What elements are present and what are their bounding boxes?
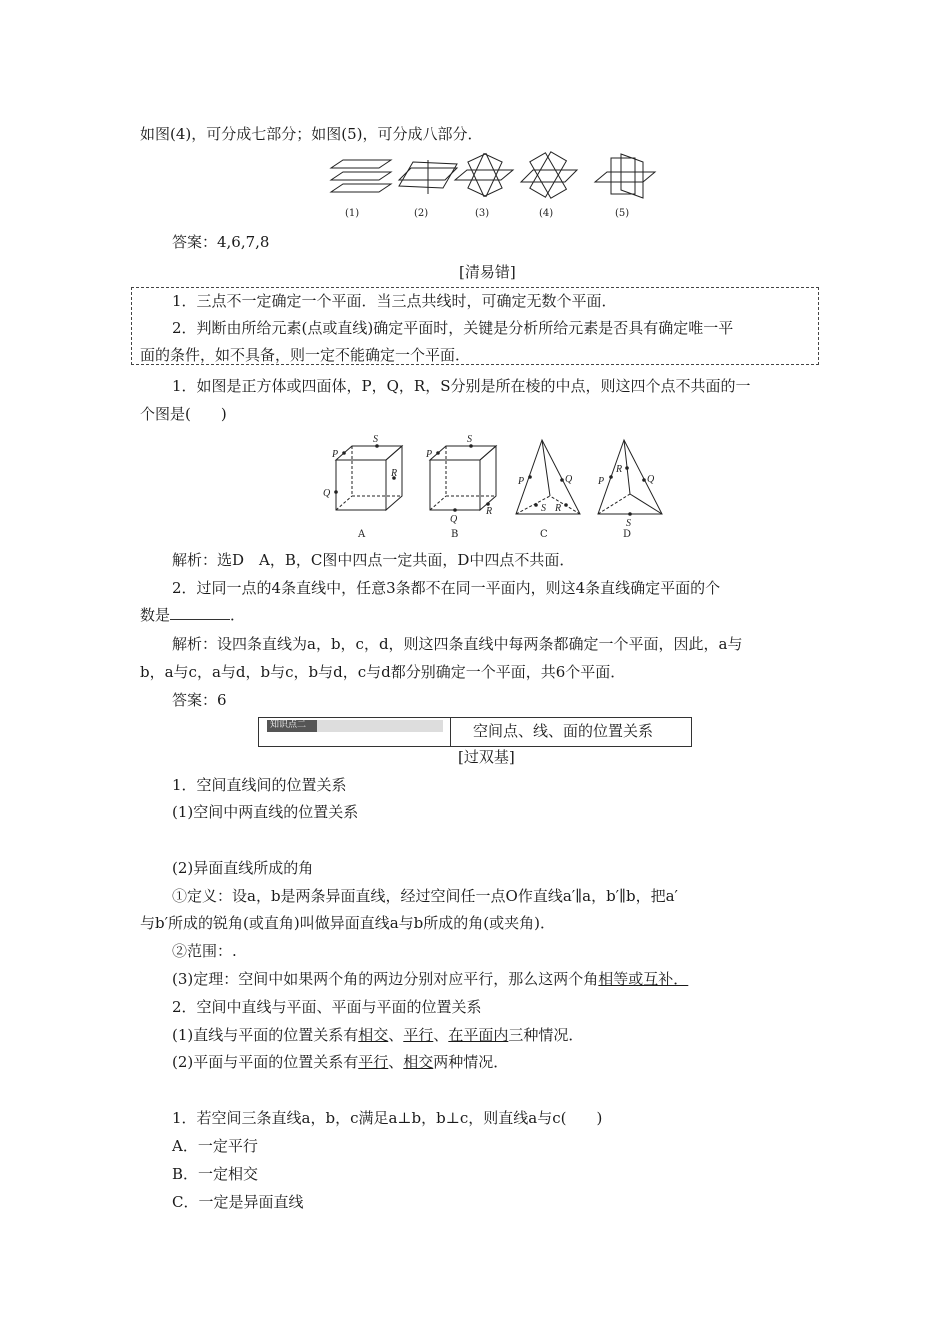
q2-stem-line2 [140,605,245,625]
q2-stem-prefix: 数是 [140,606,171,624]
label-p-a: P [332,449,339,460]
fig-label-c: C [540,529,548,540]
mistake-item-2-line1: 2．判断由所给元素(点或直线)确定平面时，关键是分析所给元素是否具有确定唯一平 [172,319,734,337]
q2-answer: 答案：6 [172,691,227,709]
range-line: ②范围：. [172,942,237,960]
section1-title: 1．空间直线间的位置关系 [172,776,347,794]
section1-p1: (1)空间中两直线的位置关系 [172,803,359,821]
section2-p2-sep: 、 [388,1053,404,1071]
easy-mistakes-heading: [清易错] [459,263,516,281]
theorem-line [172,969,694,989]
fig-label-3: (3) [475,208,490,219]
label-s-d: S [626,518,631,529]
section2-p2 [172,1052,508,1072]
section2-p1-suffix: 三种情况． [508,1026,584,1044]
theorem-answer: 相等或互补． [598,970,689,988]
q3-option-a: A．一定平行 [172,1137,258,1155]
fig-label-2: (2) [414,208,429,219]
q3-stem: 1．若空间三条直线a，b，c满足a⊥b，b⊥c，则直线a与c( ) [172,1109,603,1127]
fig-label-d: D [623,529,632,540]
answer-parallel: 平行 [403,1026,434,1044]
q1-figures [318,432,678,542]
answer-intersect: 相交 [358,1026,389,1044]
basics-heading: [过双基] [458,748,515,766]
answer-parallel-2: 平行 [358,1053,389,1071]
section2-title: 2．空间中直线与平面、平面与平面的位置关系 [172,998,482,1016]
plane-diagram-3 [455,154,513,197]
q2-solution-line1: 解析：设四条直线为a，b，c，d，则这四条直线中每两条都确定一个平面，因此，a与 [172,635,743,653]
section2-p1-sep2: 、 [433,1026,449,1044]
q2-solution-line2: b，a与c，a与d，b与c，b与d，c与d都分别确定一个平面，共6个平面． [140,663,626,681]
plane-diagram-4 [521,152,577,198]
q1-solution: 解析：选D A，B，C图中四点一定共面，D中四点不共面． [172,551,575,569]
plane-diagram-2 [399,160,457,194]
cube-b [430,446,496,510]
answer-intersect-2: 相交 [403,1053,434,1071]
knowledge-point-box [258,717,692,747]
intro-line: 如图(4)，可分成七部分；如图(5)，可分成八部分． [140,125,483,143]
q1-stem-line2: 个图是( ) [140,405,227,423]
section2-p2-suffix: 两种情况． [433,1053,509,1071]
q1-stem-line1: 1．如图是正方体或四面体，P，Q，R，S分别是所在棱的中点，则这四个点不共面的一 [172,377,751,395]
label-p-b: P [426,449,433,460]
section1-p2: (2)异面直线所成的角 [172,859,314,877]
fig-label-4: (4) [539,208,554,219]
label-q-d: Q [647,474,655,485]
q3-option-b: B．一定相交 [172,1165,259,1183]
label-r-a: R [391,468,398,479]
plane-diagram-1 [331,160,391,192]
q2-stem-suffix: ． [230,606,246,624]
knowledge-point-title: 空间点、线、面的位置关系 [473,722,654,740]
mistake-item-2-line2: 面的条件，如不具备，则一定不能确定一个平面． [140,346,471,364]
label-r-b: R [486,506,493,517]
fig-label-a: A [358,529,366,540]
mistake-item-1: 1．三点不一定确定一个平面．当三点共线时，可确定无数个平面． [172,292,617,310]
q2-stem-line1: 2．过同一点的4条直线中，任意3条都不在同一平面内，则这4条直线确定平面的个 [172,579,721,597]
intro-answer: 答案：4,6,7,8 [172,233,270,251]
label-s-a: S [373,434,378,445]
definition-line2: 与b′所成的锐角(或直角)叫做异面直线a与b所成的角(或夹角)． [140,914,555,932]
plane-diagram-5 [595,154,655,198]
fig-label-1: (1) [345,208,360,219]
label-s-c: S [541,503,546,514]
q3-option-c: C．一定是异面直线 [172,1193,304,1211]
theorem-prefix: (3)定理：空间中如果两个角的两边分别对应平行，那么这两个角 [172,970,599,988]
knowledge-point-tag [267,720,443,732]
label-r-c: R [555,503,562,514]
knowledge-divider [450,718,451,746]
section2-p2-prefix: (2)平面与平面的位置关系有 [172,1053,359,1071]
label-p-d: P [598,476,605,487]
answer-blank [170,605,230,620]
section2-p1-sep1: 、 [388,1026,404,1044]
fig-label-5: (5) [615,208,630,219]
label-p-c: P [518,476,525,487]
section2-p1 [172,1025,583,1045]
label-q-b: Q [450,514,458,525]
label-q-a: Q [323,488,331,499]
answer-in-plane: 在平面内 [448,1026,509,1044]
fig-label-b: B [451,529,459,540]
definition-line1: ①定义：设a，b是两条异面直线，经过空间任一点O作直线a′∥a，b′∥b，把a′ [172,887,678,905]
label-q-c: Q [565,474,573,485]
label-r-d: R [616,464,623,475]
label-s-b: S [467,434,472,445]
section2-p1-prefix: (1)直线与平面的位置关系有 [172,1026,359,1044]
planes-figure [325,152,675,222]
knowledge-point-tag-text: 知识点二 [270,720,307,730]
